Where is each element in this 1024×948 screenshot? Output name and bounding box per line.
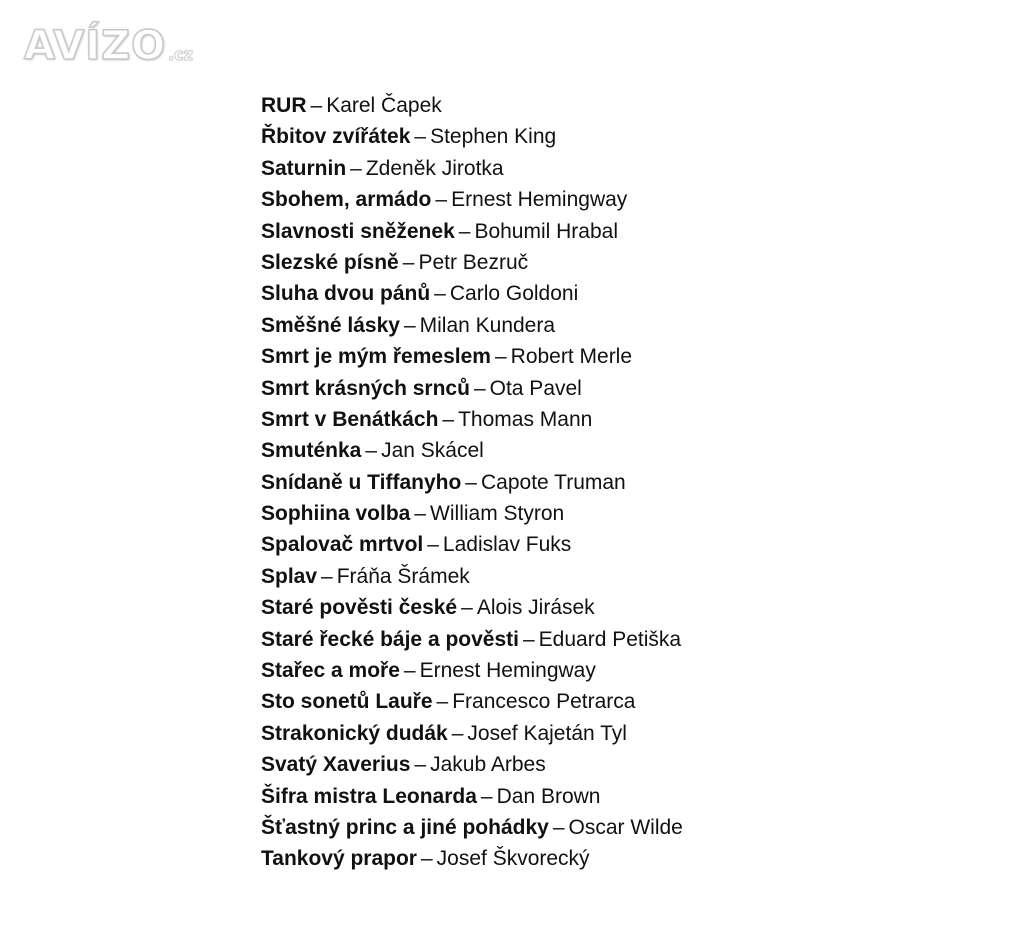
book-title: Řbitov zvířátek xyxy=(261,125,411,149)
list-item xyxy=(261,843,683,874)
separator-dash: – xyxy=(427,533,439,557)
watermark-suffix-text: .cz xyxy=(168,45,193,64)
list-item xyxy=(261,373,683,404)
separator-dash: – xyxy=(414,125,427,149)
book-title: Směšné lásky xyxy=(261,313,400,337)
book-author: Jan Skácel xyxy=(381,439,484,463)
separator-dash: – xyxy=(552,815,565,839)
book-title: Šťastný princ a jiné pohádky xyxy=(261,815,549,839)
book-title: Smrt je mým řemeslem xyxy=(261,345,491,369)
book-list xyxy=(261,90,683,875)
book-author: Bohumil Hrabal xyxy=(474,219,619,243)
separator-dash: – xyxy=(350,156,362,180)
list-item xyxy=(261,592,683,623)
separator-dash: – xyxy=(403,659,416,683)
separator-dash: – xyxy=(403,313,416,337)
book-author: Oscar Wilde xyxy=(568,815,683,839)
book-title: Šifra mistra Leonarda xyxy=(261,784,477,808)
book-author: Karel Čapek xyxy=(326,94,442,117)
book-title: Strakonický dudák xyxy=(261,721,448,745)
list-item xyxy=(261,278,683,309)
list-item xyxy=(261,561,683,592)
list-item xyxy=(261,310,683,341)
list-item xyxy=(261,90,683,121)
list-item xyxy=(261,184,683,215)
book-title: Stařec a moře xyxy=(261,659,400,683)
separator-dash: – xyxy=(365,439,378,463)
separator-dash: – xyxy=(321,564,333,588)
book-title: Svatý Xaverius xyxy=(261,753,411,777)
separator-dash: – xyxy=(310,94,323,117)
watermark-main-text: AVÍZO xyxy=(24,23,167,69)
book-author: Fráňa Šrámek xyxy=(336,564,470,588)
separator-dash: – xyxy=(458,219,471,243)
list-item xyxy=(261,812,683,843)
list-item xyxy=(261,718,683,749)
list-item xyxy=(261,498,683,529)
book-title: Spalovač mrtvol xyxy=(261,533,424,557)
list-item xyxy=(261,247,683,278)
separator-dash: – xyxy=(435,188,448,212)
book-title: Staré řecké báje a pověsti xyxy=(261,627,519,651)
book-title: Smuténka xyxy=(261,439,362,463)
book-author: Robert Merle xyxy=(510,345,633,369)
book-title: Sluha dvou pánů xyxy=(261,282,431,306)
separator-dash: – xyxy=(494,345,507,369)
book-title: Slezské písně xyxy=(261,250,399,274)
list-item xyxy=(261,624,683,655)
book-author: Carlo Goldoni xyxy=(449,282,579,306)
book-author: Josef Škvorecký xyxy=(436,847,590,871)
book-author: Dan Brown xyxy=(496,784,601,808)
separator-dash: – xyxy=(402,250,415,274)
book-author: Ota Pavel xyxy=(489,376,582,400)
list-item xyxy=(261,404,683,435)
book-author: Zdeněk Jirotka xyxy=(365,156,504,180)
separator-dash: – xyxy=(434,282,446,306)
list-item xyxy=(261,341,683,372)
list-item xyxy=(261,435,683,466)
book-author: Alois Jirásek xyxy=(476,596,595,620)
list-item xyxy=(261,153,683,184)
list-item xyxy=(261,686,683,717)
book-title: Splav xyxy=(261,564,318,588)
list-item xyxy=(261,216,683,247)
separator-dash: – xyxy=(451,721,464,745)
separator-dash: – xyxy=(480,784,493,808)
separator-dash: – xyxy=(461,596,473,620)
separator-dash: – xyxy=(473,376,486,400)
book-title: RUR xyxy=(261,94,307,117)
separator-dash: – xyxy=(442,407,455,431)
separator-dash: – xyxy=(420,847,433,871)
book-author: Capote Truman xyxy=(480,470,626,494)
book-author: Ernest Hemingway xyxy=(451,188,628,212)
book-title: Tankový prapor xyxy=(261,847,417,871)
separator-dash: – xyxy=(414,753,427,777)
book-title: Smrt krásných srnců xyxy=(261,376,470,400)
book-title: Sbohem, armádo xyxy=(261,188,432,212)
avizo-watermark-logo xyxy=(24,18,193,69)
book-title: Sophiina volba xyxy=(261,502,411,526)
separator-dash: – xyxy=(414,502,427,526)
book-author: Ernest Hemingway xyxy=(419,659,596,683)
book-title: Smrt v Benátkách xyxy=(261,407,439,431)
book-author: Francesco Petrarca xyxy=(452,690,636,714)
book-author: Ladislav Fuks xyxy=(442,533,572,557)
separator-dash: – xyxy=(522,627,535,651)
book-title: Saturnin xyxy=(261,156,347,180)
book-author: Petr Bezruč xyxy=(418,250,529,274)
book-title: Staré pověsti české xyxy=(261,596,458,620)
book-title: Snídaně u Tiffanyho xyxy=(261,470,462,494)
book-author: William Styron xyxy=(430,502,565,526)
book-author: Stephen King xyxy=(430,125,557,149)
list-item xyxy=(261,655,683,686)
list-item xyxy=(261,467,683,498)
list-item xyxy=(261,121,683,152)
book-author: Milan Kundera xyxy=(419,313,556,337)
list-item xyxy=(261,529,683,560)
separator-dash: – xyxy=(465,470,477,494)
list-item xyxy=(261,781,683,812)
book-author: Thomas Mann xyxy=(458,407,593,431)
separator-dash: – xyxy=(436,690,449,714)
book-author: Josef Kajetán Tyl xyxy=(467,721,627,745)
list-item xyxy=(261,749,683,780)
book-author: Jakub Arbes xyxy=(430,753,546,777)
book-author: Eduard Petiška xyxy=(538,627,682,651)
book-title: Sto sonetů Lauře xyxy=(261,690,433,714)
book-title: Slavnosti sněženek xyxy=(261,219,455,243)
